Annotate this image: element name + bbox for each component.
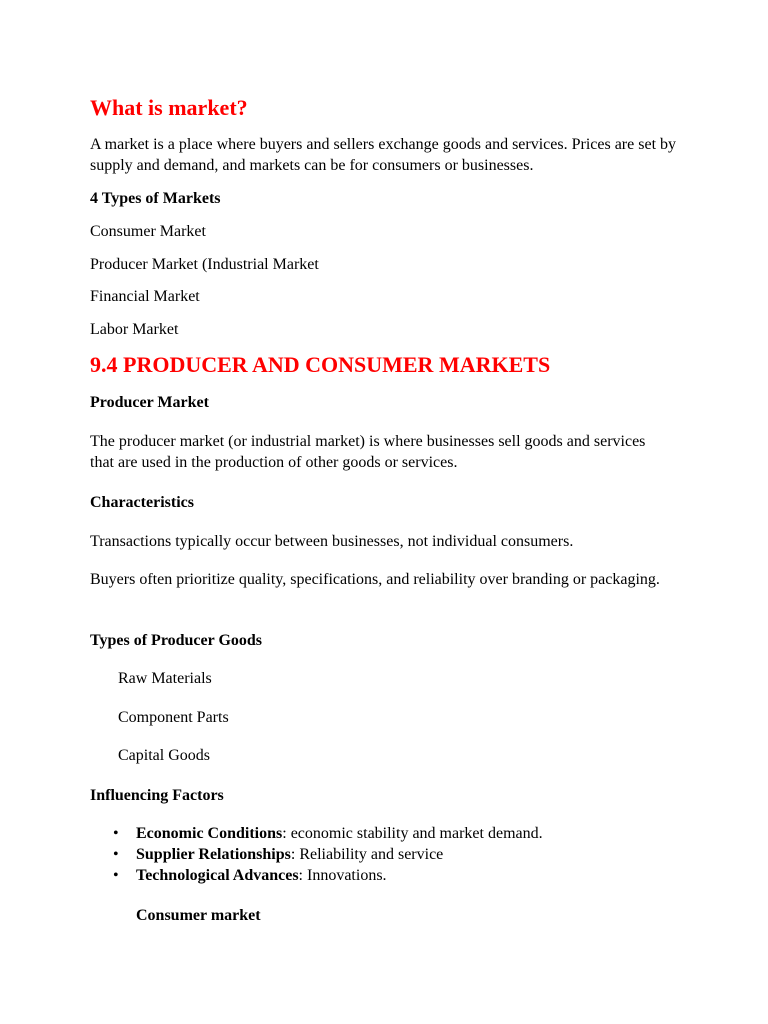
producer-market-paragraph: The producer market (or industrial market) is where businesses sell goods and services that are used in the production of other goods or services. [90, 433, 646, 471]
influencing-factors-heading: Influencing Factors [90, 787, 224, 804]
bullet-icon: • [113, 867, 119, 884]
characteristic-item: Buyers often prioritize quality, specifications, and reliability over branding or packaging. [90, 571, 660, 588]
bullet-icon: • [113, 825, 119, 842]
producer-market-heading: Producer Market [90, 394, 209, 411]
factor-term: Supplier Relationships [136, 846, 291, 863]
bullet-icon: • [113, 846, 119, 863]
heading-what-is-market: What is market? [90, 95, 248, 120]
intro-paragraph: A market is a place where buyers and sellers exchange goods and services. Prices are set by supply and demand, and markets can be for consumers or businesses. [90, 136, 677, 174]
factor-description: : Innovations. [298, 867, 387, 884]
factor-term: Technological Advances [136, 867, 299, 884]
factor-item [90, 823, 543, 844]
influencing-factors-list [90, 823, 543, 886]
factor-description: : economic stability and market demand. [282, 825, 543, 842]
type-item: Consumer Market [90, 223, 206, 240]
producer-good-item: Raw Materials [118, 670, 212, 687]
producer-good-item: Component Parts [118, 709, 229, 726]
factor-item [90, 844, 543, 865]
type-item: Labor Market [90, 321, 179, 338]
producer-good-item: Capital Goods [118, 747, 210, 764]
types-heading: 4 Types of Markets [90, 190, 221, 207]
type-item: Producer Market (Industrial Market [90, 256, 319, 273]
producer-goods-heading: Types of Producer Goods [90, 632, 263, 649]
characteristic-item: Transactions typically occur between businesses, not individual consumers. [90, 533, 574, 550]
heading-producer-consumer-markets: 9.4 PRODUCER AND CONSUMER MARKETS [90, 352, 551, 377]
factor-term: Economic Conditions [136, 825, 283, 842]
characteristics-heading: Characteristics [90, 494, 194, 511]
type-item: Financial Market [90, 288, 200, 305]
consumer-market-heading: Consumer market [136, 907, 261, 924]
factor-description: : Reliability and service [290, 846, 444, 863]
factor-item [90, 865, 543, 886]
